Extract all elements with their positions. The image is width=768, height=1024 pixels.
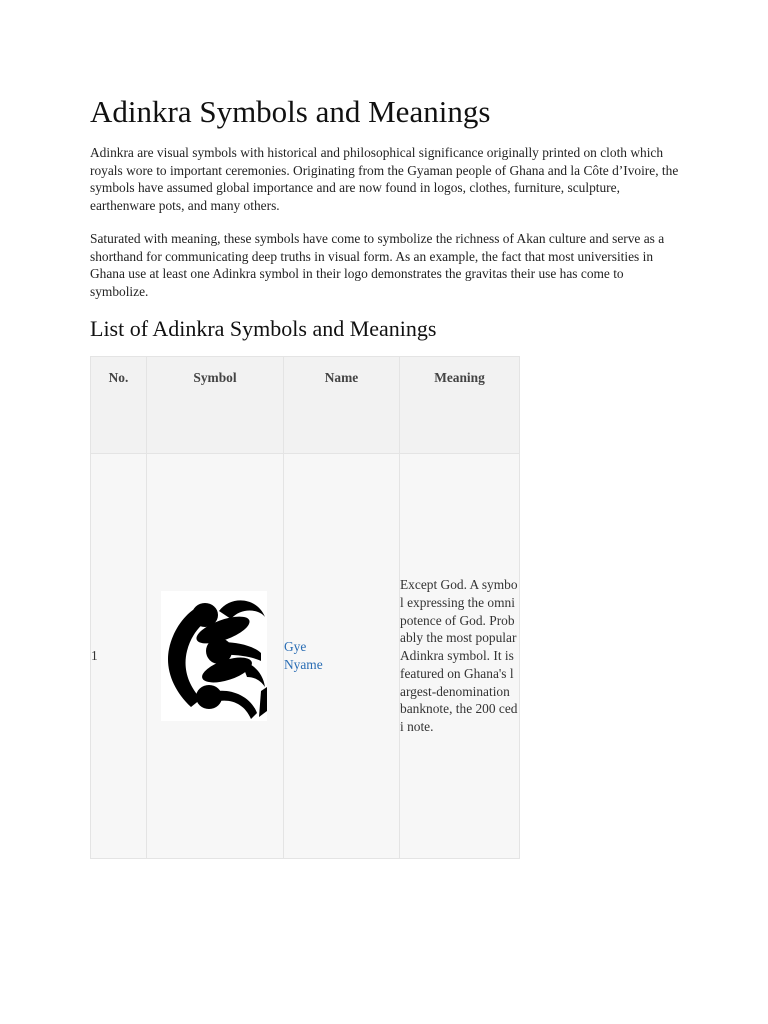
symbols-table bbox=[90, 356, 520, 859]
meaning-paragraph: Saturated with meaning, these symbols have come to symbolize the richness of Akan culture and serve as a shorthand for communicating deep truths in visual form. As an example, the fact that most universities in Ghana use at least one Adinkra symbol in their logo demonstrates the gravitas their use has come to symbolize. bbox=[90, 231, 665, 300]
name-cell bbox=[284, 454, 400, 859]
row-number: 1 bbox=[91, 454, 147, 859]
list-heading: List of Adinkra Symbols and Meanings bbox=[90, 316, 437, 341]
table-header-row bbox=[91, 357, 520, 454]
gye-nyame-link[interactable]: Gye Nyame bbox=[284, 639, 323, 672]
header-symbol: Symbol bbox=[147, 357, 284, 454]
header-name: Name bbox=[284, 357, 400, 454]
table-row bbox=[91, 454, 520, 859]
page-title: Adinkra Symbols and Meanings bbox=[90, 94, 491, 129]
intro-paragraph: Adinkra are visual symbols with historical and philosophical significance originally printed on cloth which royals wore to important ceremonies. Originating from the Gyaman people of Ghana and la Côte d’Ivoire, the symbols have assumed global importance and are now found in logos, clothes, furniture, sculpture, earthenware pots, and many others. bbox=[90, 145, 679, 214]
header-meaning: Meaning bbox=[400, 357, 520, 454]
symbol-cell bbox=[147, 454, 284, 859]
meaning-cell: Except God. A symbol expressing the omnipotence of God. Probably the most popular Adinkra symbol. It is featured on Ghana's largest-denomination banknote, the 200 cedi note. bbox=[400, 454, 520, 859]
header-no: No. bbox=[91, 357, 147, 454]
gye-nyame-icon bbox=[161, 591, 267, 721]
